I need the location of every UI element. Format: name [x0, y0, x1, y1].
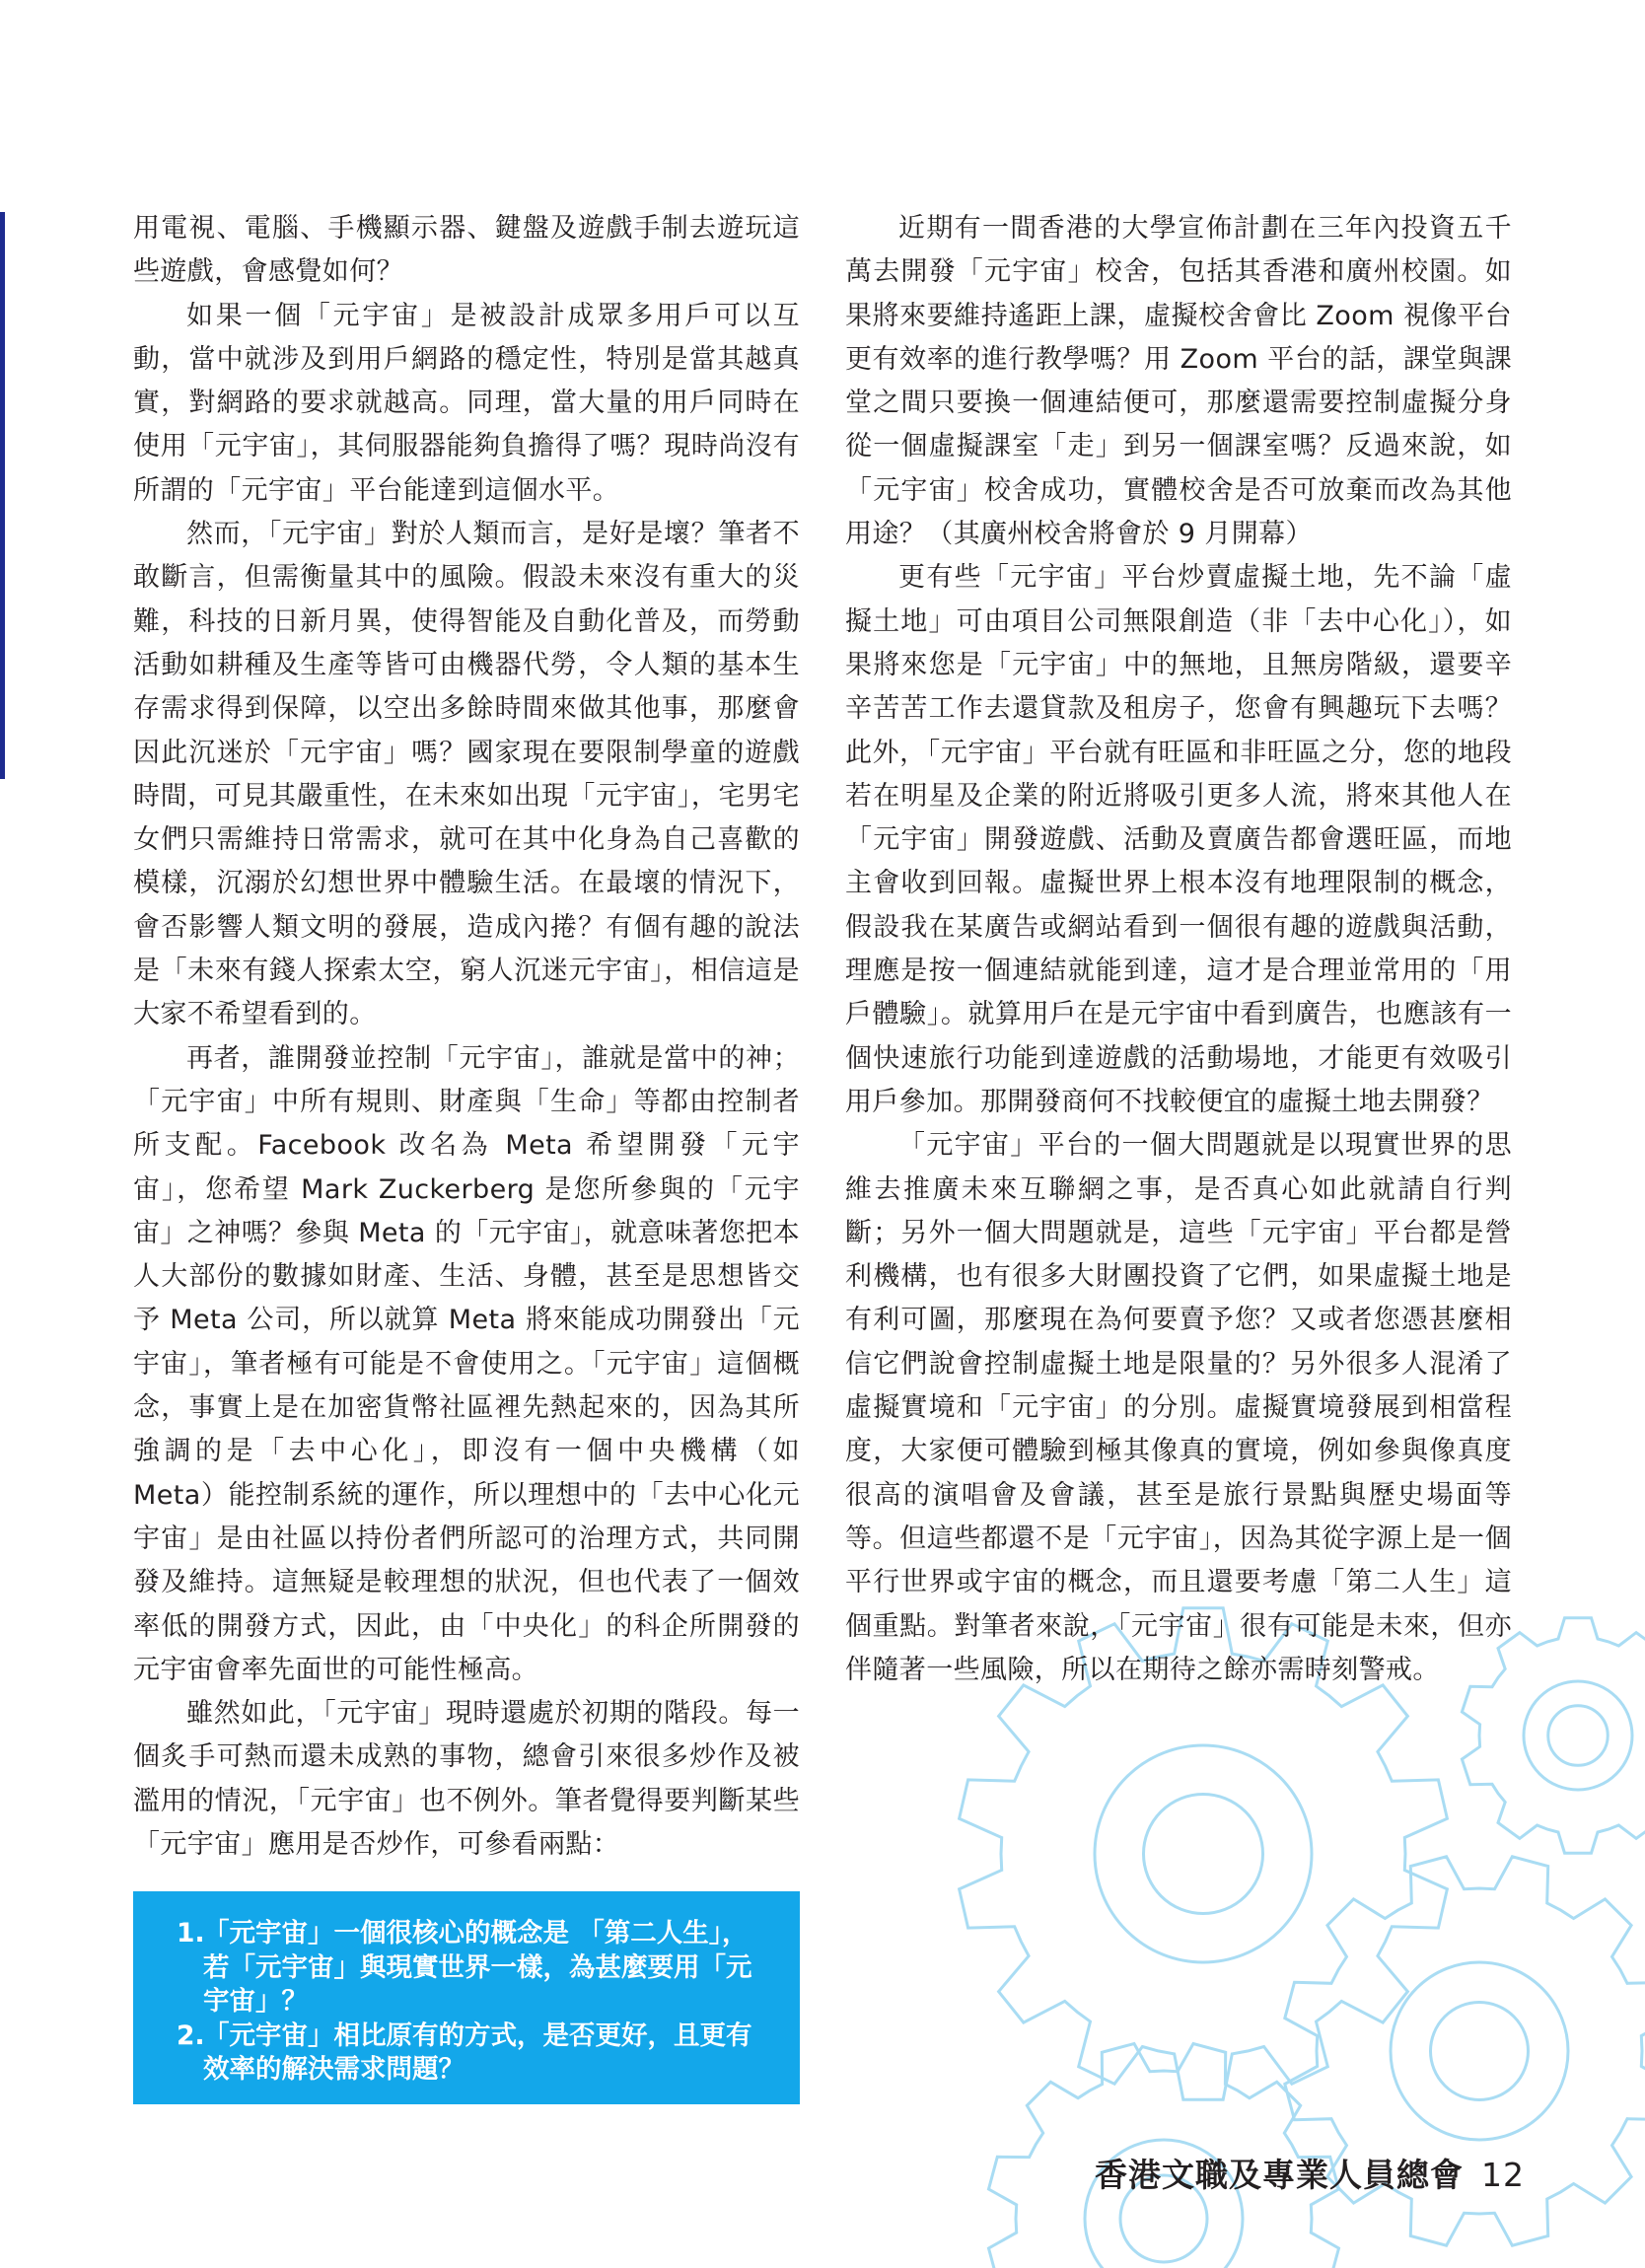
gear-inner-ring — [1548, 1706, 1609, 1766]
paragraph: 用電視、電腦、手機顯示器、鍵盤及遊戲手制去遊玩這些遊戲，會感覺如何？ — [133, 213, 800, 288]
left-column — [133, 207, 800, 1867]
paragraph: 更有些「元宇宙」平台炒賣虛擬土地，先不論「虛擬土地」可由項目公司無限創造（非「去中心化」），如果將來您是「元宇宙」中的無地，且無房階級，還要辛辛苦苦工作去還貸款及租房子，您會有興趣玩下去嗎？此外，「元宇宙」平台就有旺區和非旺區之分，您的地段若在明星及企業的附近將吸引更多人流，將來其他人在「元宇宙」開發遊戲、活動及賣廣告都會選旺區，而地主會收到回報。虛擬世界上根本沒有地理限制的概念，假設我在某廣告或網站看到一個很有趣的遊戲與活動，理應是按一個連結就能到達，這才是合理並常用的「用戶體驗」。就算用戶在是元宇宙中看到廣告，也應該有一個快速旅行功能到達遊戲的活動場地，才能更有效吸引用戶參加。那開發商何不找較便宜的虛擬土地去開發？ — [845, 562, 1512, 1117]
callout-item — [177, 1917, 760, 2020]
gear-hole — [1391, 1962, 1568, 2140]
paragraph: 雖然如此，「元宇宙」現時還處於初期的階段。每一個炙手可熱而還未成熟的事物，總會引來很多炒作及被濫用的情況，「元宇宙」也不例外。筆者覺得要判斷某些「元宇宙」應用是否炒作，可參看兩點： — [133, 1698, 800, 1860]
paragraph: 「元宇宙」平台的一個大問題就是以現實世界的思維去推廣未來互聯網之事，是否真心如此就請自行判斷；另外一個大問題就是，這些「元宇宙」平台都是營利機構，也有很多大財團投資了它們，如果虛擬土地是有利可圖，那麼現在為何要賣予您？又或者您憑甚麼相信它們說會控制虛擬土地是限量的？另外很多人混淆了虛擬實境和「元宇宙」的分別。虛擬實境發展到相當程度，大家便可體驗到極其像真的實境，例如參與像真度很高的演唱會及會議，甚至是旅行景點與歷史場面等等。但這些都還不是「元宇宙」，因為其從字源上是一個平行世界或宇宙的概念，而且還要考慮「第二人生」這個重點。對筆者來說，「元宇宙」很有可能是未來，但亦伴隨著一些風險，所以在期待之餘亦需時刻警戒。 — [845, 1130, 1512, 1685]
paragraph: 如果一個「元宇宙」是被設計成眾多用戶可以互動，當中就涉及到用戶網路的穩定性，特別是當其越真實，對網路的要求就越高。同理，當大量的用戶同時在使用「元宇宙」，其伺服器能夠負擔得了嗎？現時尚沒有所謂的「元宇宙」平台能達到這個水平。 — [133, 300, 800, 506]
paragraph: 近期有一間香港的大學宣佈計劃在三年內投資五千萬去開發「元宇宙」校舍，包括其香港和廣州校園。如果將來要維持遙距上課，虛擬校舍會比 Zoom 視像平台更有效率的進行教學嗎？用 Zoom 平台的話，課堂與課堂之間只要換一個連結便可，那麼還需要控制虛擬分身從一個虛擬課室「走」到另一個課室嗎？反過來說，如「元宇宙」校舍成功，實體校舍是否可放棄而改為其他用途？（其廣州校舍將會於 9 月開幕） — [845, 213, 1512, 550]
gear-inner-ring — [1431, 2003, 1529, 2100]
callout-item-text: 「元宇宙」相比原有的方式，是否更好，且更有效率的解決需求問題？ — [203, 2020, 752, 2085]
left-edge-bar — [0, 212, 5, 779]
paragraph: 然而，「元宇宙」對於人類而言，是好是壞？筆者不敢斷言，但需衡量其中的風險。假設未來沒有重大的災難，科技的日新月異，使得智能及自動化普及，而勞動活動如耕種及生產等皆可由機器代勞，令人類的基本生存需求得到保障，以空出多餘時間來做其他事，那麼會因此沉迷於「元宇宙」嗎？國家現在要限制學童的遊戲時間，可見其嚴重性，在未來如出現「元宇宙」，宅男宅女們只需維持日常需求，就可在其中化身為自己喜歡的模樣，沉溺於幻想世界中體驗生活。在最壞的情況下，會否影響人類文明的發展，造成內捲？有個有趣的說法是「未來有錢人探索太空，窮人沉迷元宇宙」，相信這是大家不希望看到的。 — [133, 519, 800, 1030]
page-footer — [1095, 2150, 1525, 2196]
page-number: 12 — [1481, 2156, 1525, 2194]
callout-item-text: 「元宇宙」一個很核心的概念是 「第二人生」，若「元宇宙」與現實世界一樣，為甚麼要用「元宇宙」？ — [203, 1918, 752, 2017]
callout-item — [177, 2020, 760, 2088]
paragraph: 再者，誰開發並控制「元宇宙」，誰就是當中的神；「元宇宙」中所有規則、財產與「生命」等都由控制者所支配。Facebook 改名為 Meta 希望開發「元宇宙」，您希望 Mark Zuckerberg 是您所參與的「元宇宙」之神嗎？參與 Meta 的「元宇宙」，就意味著您把本人大部份的數據如財產、生活、身體，甚至是思想皆交予 Meta 公司，所以就算 Meta 將來能成功開發出「元宇宙」，筆者極有可能是不會使用之。「元宇宙」這個概念，事實上是在加密貨幣社區裡先熱起來的，因為其所強調的是「去中心化」，即沒有一個中央機構（如 Meta）能控制系統的運作，所以理想中的「去中心化元宇宙」是由社區以持份者們所認可的治理方式，共同開發及維持。這無疑是較理想的狀況，但也代表了一個效率低的開發方式，因此，由「中央化」的科企所開發的元宇宙會率先面世的可能性極高。 — [133, 1042, 800, 1685]
callout-item-number: 2. — [177, 2020, 205, 2051]
gear-hole — [1095, 1745, 1312, 1962]
gear-hole — [1524, 1681, 1632, 1790]
right-column — [845, 207, 1512, 1692]
callout-box — [133, 1891, 800, 2104]
footer-organization: 香港文職及專業人員總會 — [1095, 2156, 1464, 2194]
callout-item-number: 1. — [177, 1918, 205, 1949]
gear-inner-ring — [1144, 1795, 1263, 1914]
